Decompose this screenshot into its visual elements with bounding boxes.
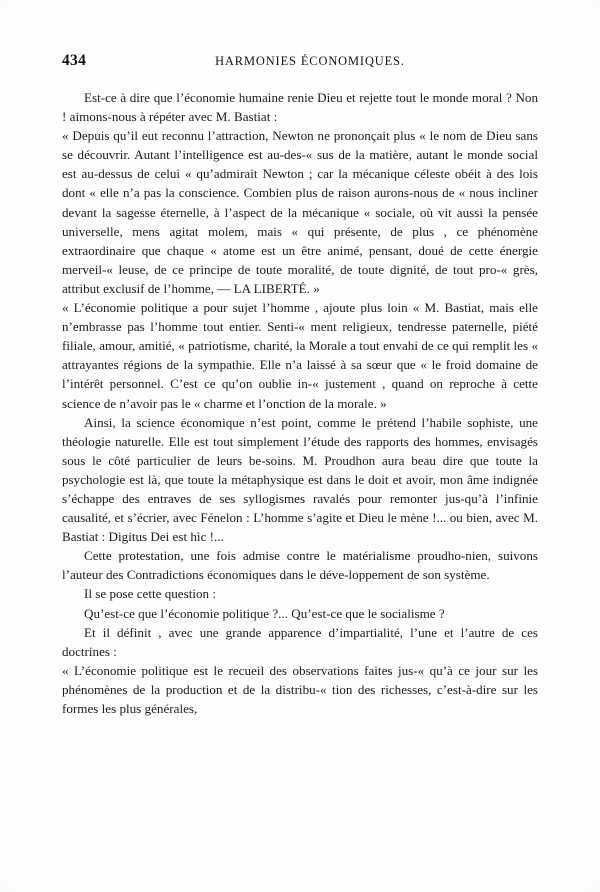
paragraph-quote: « L’économie politique a pour sujet l’homme , ajoute plus loin « M. Bastiat, mais elle n’embrasse pas l’homme tout entier. Senti-« ment religieux, tendresse paternelle, piété filiale, amour, amitié, « patriotisme, charité, la Morale a tout envahi de ce qui remplit les « attrayantes régions de la sympathie. Elle n’a laissé à sa sœur que « le froid domaine de l’intérêt personnel. C’est ce qu’on oublie in-« justement , quand on reproche à cette science de n’avoir pas le « charme et l’onction de la morale. » (62, 300, 538, 411)
running-head: HARMONIES ÉCONOMIQUES. (215, 54, 405, 68)
page-header (62, 52, 538, 70)
body-text-column (62, 88, 538, 718)
folio-number: 434 (62, 52, 87, 69)
paragraph: Ainsi, la science économique n’est point, comme le prétend l’habile sophiste, une théologie naturelle. Elle est tout simplement l’étude des rapports des hommes, envisagés sous le côté particulier de leurs be-soins. M. Proudhon aura beau dire que toute la psychologie est là, que toute la métaphysique est dans le doit et avoir, mon âme indignée s’échappe des entraves de ses syllogismes ravalés pour remonter jus-qu’à l’infinie causalité, et s’écrier, avec Fénelon : L’homme s’agite et Dieu le mène !... ou bien, avec M. Bastiat : Digitus Dei est hìc !... (62, 414, 538, 545)
paragraph: Et il définit , avec une grande apparence d’impartialité, l’une et l’autre de ces doctrines : (62, 624, 538, 659)
paragraph: Il se pose cette question : (84, 586, 216, 602)
paragraph: Cette protestation, une fois admise contre le matérialisme proudho-nien, suivons l’auteur des Contradictions économiques dans le déve-loppement de son système. (62, 548, 538, 583)
paragraph-quote: « Depuis qu’il eut reconnu l’attraction, Newton ne prononçait plus « le nom de Dieu sans se découvrir. Autant l’intelligence est au-des-« sus de la matière, autant le monde social est au-dessus de celui « qu’admirait Newton ; car la mécanique céleste obéit à des lois dont « elle n’a pas la conscience. Combien plus de raison aurons-nous de « nous incliner devant la sagesse éternelle, à l’aspect de la mécanique « sociale, où vit aussi la pensée universelle, mens agitat molem, mais « qui présente, de plus , ce phénomène extraordinaire que chaque « atome est un être animé, pensant, doué de cette énergie merveil-« leuse, de ce principe de toute moralité, de toute dignité, de tout pro-« grès, attribut exclusif de l’homme, — LA LIBERTÉ. » (62, 128, 538, 296)
paragraph-quote: « L’économie politique est le recueil des observations faites jus-« qu’à ce jour sur les phénomènes de la production et de la distribu-« tion des richesses, c’est-à-dire sur les formes les plus générales, (62, 662, 538, 716)
paragraph: Qu’est-ce que l’économie politique ?... Qu’est-ce que le socialisme ? (84, 605, 445, 621)
paragraph: Est-ce à dire que l’économie humaine renie Dieu et rejette tout le monde moral ? Non ! aimons-nous à répéter avec M. Bastiat : (62, 90, 538, 125)
